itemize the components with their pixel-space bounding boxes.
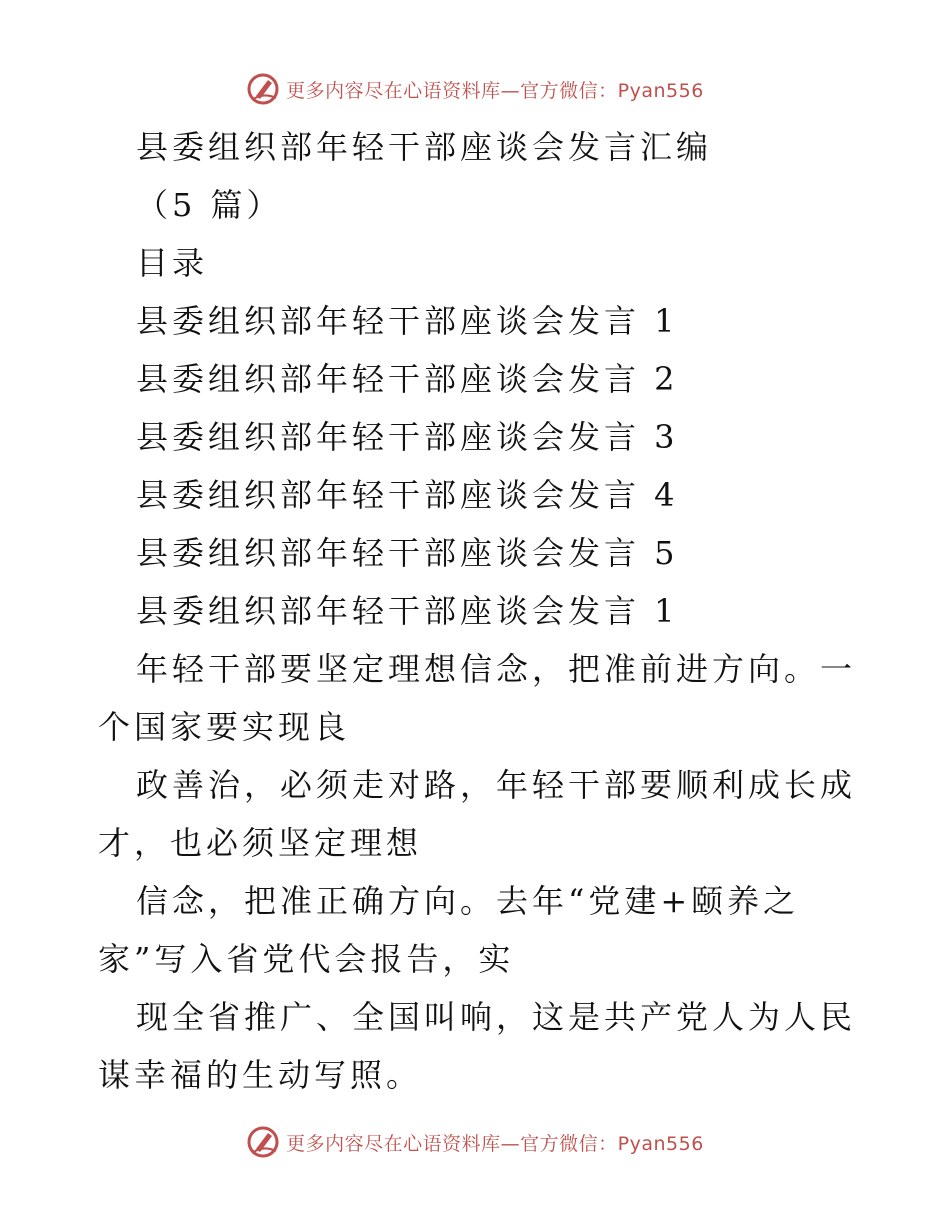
document-body [98,118,858,1104]
section-title: 县委组织部年轻干部座谈会发言 1 [136,592,679,630]
header-watermark [0,72,950,106]
toc-item: 县委组织部年轻干部座谈会发言 1 [136,302,679,340]
toc-item: 县委组织部年轻干部座谈会发言 3 [136,418,679,456]
paragraph: 信念，把准正确方向。去年“党建+颐养之家”写入省党代会报告，实 [98,882,800,978]
watermark-text: 更多内容尽在心语资料库—官方微信：Pyan556 [286,1132,704,1155]
paragraph: 年轻干部要坚定理想信念，把准前进方向。一个国家要实现良 [98,650,857,746]
paragraph: 政善治，必须走对路，年轻干部要顺利成长成才，也必须坚定理想 [98,766,857,862]
toc-item: 县委组织部年轻干部座谈会发言 4 [136,476,679,514]
paragraph: 现全省推广、全国叫响，这是共产党人为人民谋幸福的生动写照。 [98,998,857,1094]
pen-logo-icon [246,72,280,106]
document-subtitle: （5 篇） [136,186,283,224]
toc-item: 县委组织部年轻干部座谈会发言 2 [136,360,679,398]
document-title: 县委组织部年轻干部座谈会发言汇编 [136,128,713,166]
pen-logo-icon [246,1125,280,1159]
toc-item: 县委组织部年轻干部座谈会发言 5 [136,534,679,572]
footer-watermark [0,1125,950,1159]
toc-heading: 目录 [136,244,209,282]
watermark-text: 更多内容尽在心语资料库—官方微信：Pyan556 [286,79,704,102]
body-text [98,640,858,1104]
